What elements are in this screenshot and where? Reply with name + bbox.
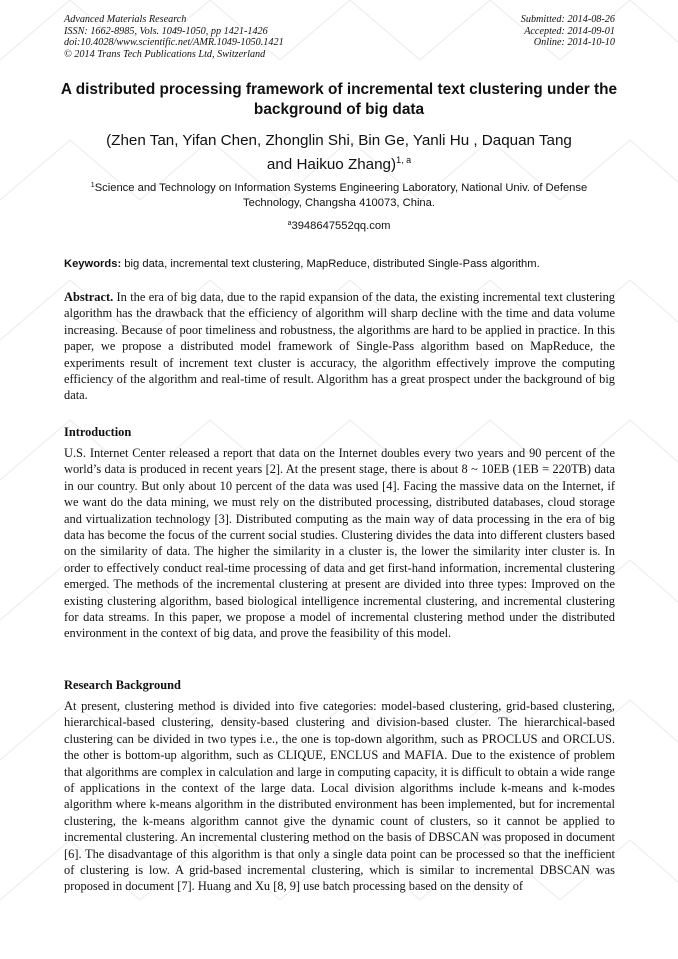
author-list <box>58 129 620 177</box>
paper-title: A distributed processing framework of incremental text clustering under the background of big data <box>60 81 618 118</box>
keywords-label: Keywords: <box>64 258 122 270</box>
copyright-line: © 2014 Trans Tech Publications Ltd, Switzerland <box>64 48 266 60</box>
online-date: Online: 2014-10-10 <box>533 37 615 49</box>
doi-line: doi:10.4028/www.scientific.net/AMR.1049-1050.1421 <box>64 37 284 49</box>
affiliation <box>70 181 608 211</box>
authors-superscript: 1, a <box>396 155 412 165</box>
keywords <box>64 257 616 272</box>
section-heading-introduction: Introduction <box>64 425 132 439</box>
journal-name: Advanced Materials Research <box>64 14 187 25</box>
accepted-date: Accepted: 2014-09-01 <box>524 25 615 37</box>
email-superscript: a <box>287 220 292 227</box>
author-email <box>58 219 620 234</box>
affiliation-text: Science and Technology on Information Systems Engineering Laboratory, National Univ. of Defense Technology, Changsha 410073, China. <box>94 182 588 209</box>
authors-line-2: and Haikuo Zhang) <box>266 156 397 173</box>
publication-dates <box>395 14 615 49</box>
email-text: 3948647552qq.com <box>291 220 391 232</box>
issn-line: ISSN: 1662-8985, Vols. 1049-1050, pp 1421-1426 <box>64 25 268 37</box>
section-body-research-background: At present, clustering method is divided into five categories: model-based clustering, grid-based clustering, hierarchical-based clustering, density-based clustering and division-based cluster. The hierarchical-based clustering can be divided in two types i.e., the one is top-down algorithm, such as PROCLUS and ORCLUS. the other is bottom-up algorithm, such as CLIQUE, ENCLUS and MAFIA. Due to the existence of problem that algorithms are complex in calculation and large in computing capacity, it is difficult to obtain a wide range of applications in the context of the large data. Local division algorithms include k-means and k-modes algorithm where k-means algorithm in the distributed environment has been implemented, but for incremental clustering, the k-means algorithm cannot give the dynamic count of clusters, so it cannot be applied to incremental clustering. An incremental clustering method on the basis of DBSCAN was proposed in document [6]. The disadvantage of this algorithm is that only a single data point can be processed so that the inefficient of clustering is low. A grid-based incremental clustering, which is similar to incremental DBSCAN was proposed in document [7]. Huang and Xu [8, 9] use batch processing based on the density of <box>64 699 615 894</box>
section-body-introduction: U.S. Internet Center released a report that data on the Internet doubles every two years and 90 percent of the world’s data is produced in recent years [2]. At the present stage, there is about 8 ~ 10EB (1EB = 220TB) data in our country. But only about 10 percent of the data was used [4]. Facing the massive data on the Internet, if we want do the data mining, we must rely on the distributed processing, distributed databases, cloud storage and virtualization technology [3]. Distributed computing as the main way of data processing in the era of big data has become the focus of the current social studies. Clustering divides the data into different clusters based on the similarity of data. The higher the similarity in a cluster is, the lower the similarity inter cluster is. In order to effectively conduct real-time processing of data and get first-hand information, incremental clustering emerged. The methods of the incremental clustering at present are divided into three types: Improved on the existing clustering algorithm, based biological intelligence incremental clustering, and incremental clustering for data streams. In this paper, we propose a model of incremental clustering method under the distributed environment in the context of big data, and prove the feasibility of this model. <box>64 446 615 641</box>
abstract <box>64 289 615 404</box>
abstract-label: Abstract. <box>64 290 114 304</box>
affiliation-superscript: 1 <box>90 182 95 189</box>
authors-line-1: (Zhen Tan, Yifan Chen, Zhonglin Shi, Bin Ge, Yanli Hu , Daquan Tang <box>106 132 572 149</box>
keywords-text: big data, incremental text clustering, MapReduce, distributed Single-Pass algorithm. <box>121 258 540 270</box>
section-heading-research-background: Research Background <box>64 678 181 692</box>
abstract-text: In the era of big data, due to the rapid expansion of the data, the existing incremental text clustering algorithm has the drawback that the efficiency of algorithm will sharp decline with the time and data volume increasing. Because of poor timeliness and robustness, the algorithms are hard to be applied in practice. In this paper, we propose a distributed model framework of Single-Pass algorithm based on MapReduce, the experiments result of increment text cluster is accuracy, the algorithm effectively improve the computing efficiency of the algorithm and real-time of result. Algorithm has a great prospect under the background of big data. <box>64 290 615 403</box>
submitted-date: Submitted: 2014-08-26 <box>520 14 615 25</box>
publication-meta <box>64 14 364 60</box>
